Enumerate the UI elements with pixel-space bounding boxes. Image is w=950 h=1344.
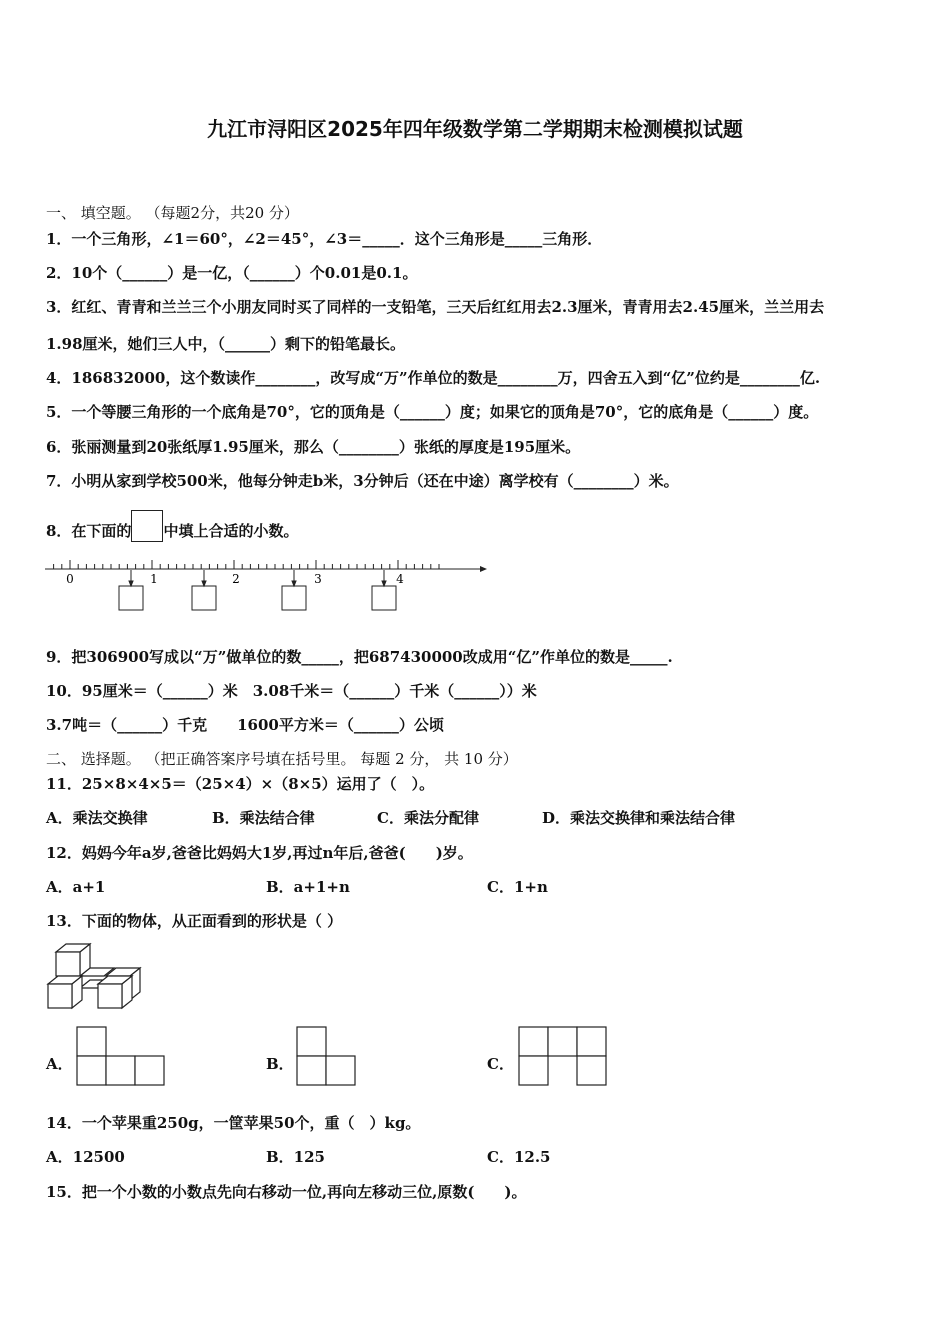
tick-label-4: 4 — [396, 572, 404, 586]
question-7: 7．小明从家到学校500米，他每分钟走b米，3分钟后（还在中途）离学校有（________）米。 — [46, 472, 679, 490]
cube-stack-figure — [44, 940, 146, 1016]
section-1-heading: 一、 填空题。 （每题2分，共20 分） — [46, 204, 299, 222]
tick-label-1: 1 — [150, 572, 158, 586]
question-3-line-2: 1.98厘米，她们三人中，（______）剩下的铅笔最长。 — [46, 335, 406, 353]
question-8-prefix: 8．在下面的 — [46, 522, 132, 540]
answer-box-b — [192, 586, 216, 610]
question-10-line-1: 10．95厘米＝（______）米 3.08千米＝（______）千米（______））米 — [46, 682, 537, 700]
option-a-shape — [76, 1026, 166, 1086]
question-13-option-c-label: C． — [487, 1055, 514, 1073]
answer-box-d — [372, 586, 396, 610]
question-1: 1．一个三角形，∠1＝60°，∠2＝45°，∠3＝_____．这个三角形是_____三角形． — [46, 230, 603, 248]
question-14: 14．一个苹果重250g，一筐苹果50个，重（ ）kg。 — [46, 1114, 421, 1132]
tick-label-3: 3 — [314, 572, 322, 586]
tick-label-2: 2 — [232, 572, 240, 586]
arrow-d-head — [382, 581, 386, 586]
question-13-option-a-label: A． — [46, 1055, 73, 1073]
question-15: 15．把一个小数的小数点先向右移动一位,再向左移动三位,原数( )。 — [46, 1183, 527, 1201]
question-4: 4．186832000，这个数读作________，改写成“万”作单位的数是________万，四舍五入到“亿”位约是________亿. — [46, 369, 821, 387]
option-c: C．1+n — [487, 878, 548, 896]
page-title: 九江市浔阳区2025年四年级数学第二学期期末检测模拟试题 — [207, 117, 743, 141]
question-10-line-2: 3.7吨＝（______）千克 1600平方米＝（______）公顷 — [46, 716, 444, 734]
option-b: B．125 — [266, 1148, 325, 1166]
question-5: 5．一个等腰三角形的一个底角是70°，它的顶角是（______）度；如果它的顶角是70°，它的底角是（______）度。 — [46, 403, 819, 421]
question-12: 12．妈妈今年a岁,爸爸比妈妈大1岁,再过n年后,爸爸( )岁。 — [46, 844, 473, 862]
arrow-c-head — [292, 581, 296, 586]
question-13-option-b-label: B． — [266, 1055, 294, 1073]
question-11: 11．25×8×4×5＝（25×4）×（8×5）运用了（ ）。 — [46, 775, 435, 793]
tick-label-0: 0 — [66, 572, 74, 586]
arrow-b-head — [202, 581, 206, 586]
question-8-suffix: 中填上合适的小数。 — [163, 522, 299, 540]
question-13: 13．下面的物体，从正面看到的形状是（ ） — [46, 912, 343, 930]
option-b: B．a+1+n — [266, 878, 350, 896]
number-line — [40, 555, 490, 615]
question-9: 9．把306900写成以“万”做单位的数_____，把687430000改成用“亿”作单位的数是_____. — [46, 648, 673, 666]
answer-box — [131, 510, 163, 542]
option-a: A．乘法交换律 — [46, 809, 148, 827]
option-d: D．乘法交换律和乘法结合律 — [542, 809, 736, 827]
answer-box-a — [119, 586, 143, 610]
option-a: A．a+1 — [46, 878, 106, 896]
question-8 — [46, 510, 298, 542]
question-6: 6．张丽测量到20张纸厚1.95厘米，那么（________）张纸的厚度是195厘米。 — [46, 438, 581, 456]
answer-box-c — [282, 586, 306, 610]
option-b-shape — [296, 1026, 358, 1086]
question-2: 2．10个（______）是一亿，（______）个0.01是0.1。 — [46, 264, 418, 282]
option-c: C．12.5 — [487, 1148, 551, 1166]
section-2-heading: 二、 选择题。 （把正确答案序号填在括号里。 每题 2 分， 共 10 分） — [46, 750, 518, 768]
question-3-line-1: 3．红红、青青和兰兰三个小朋友同时买了同样的一支铅笔，三天后红红用去2.3厘米，青青用去2.45厘米，兰兰用去 — [46, 298, 825, 316]
option-a: A．12500 — [46, 1148, 125, 1166]
option-c-shape — [518, 1026, 608, 1086]
option-b: B．乘法结合律 — [212, 809, 315, 827]
arrow-a-head — [129, 581, 133, 586]
option-c: C．乘法分配律 — [377, 809, 479, 827]
